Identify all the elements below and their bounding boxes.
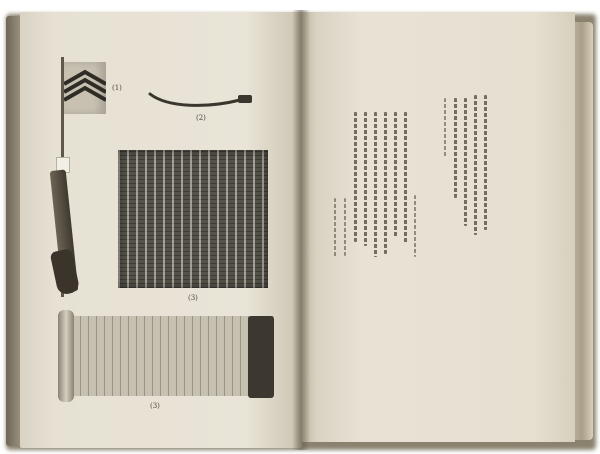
text-column bbox=[354, 112, 357, 242]
sword-caption: (2) bbox=[196, 114, 206, 122]
flag bbox=[64, 62, 106, 114]
text-column-note bbox=[444, 98, 446, 158]
text-column bbox=[404, 112, 407, 244]
scroll-caption: (3) bbox=[150, 402, 160, 410]
right-page bbox=[300, 12, 575, 442]
scroll-plate bbox=[64, 316, 274, 396]
text-column bbox=[374, 112, 377, 257]
text-column-signature bbox=[334, 198, 336, 258]
scroll-rod bbox=[58, 310, 74, 402]
book-gutter bbox=[292, 10, 310, 450]
text-column-signature bbox=[414, 195, 416, 257]
flag-caption: (1) bbox=[112, 84, 122, 92]
text-column bbox=[454, 98, 457, 198]
scroll-end-dark bbox=[248, 316, 274, 398]
text-column bbox=[364, 112, 367, 246]
text-column bbox=[474, 95, 477, 235]
document-plate bbox=[118, 150, 268, 288]
text-column bbox=[464, 98, 467, 226]
flag-chevron-pattern bbox=[64, 62, 106, 114]
text-column bbox=[484, 95, 487, 230]
document-caption: (3) bbox=[188, 294, 198, 302]
text-column bbox=[394, 112, 397, 237]
text-column-signature bbox=[344, 198, 346, 256]
text-column bbox=[384, 112, 387, 254]
